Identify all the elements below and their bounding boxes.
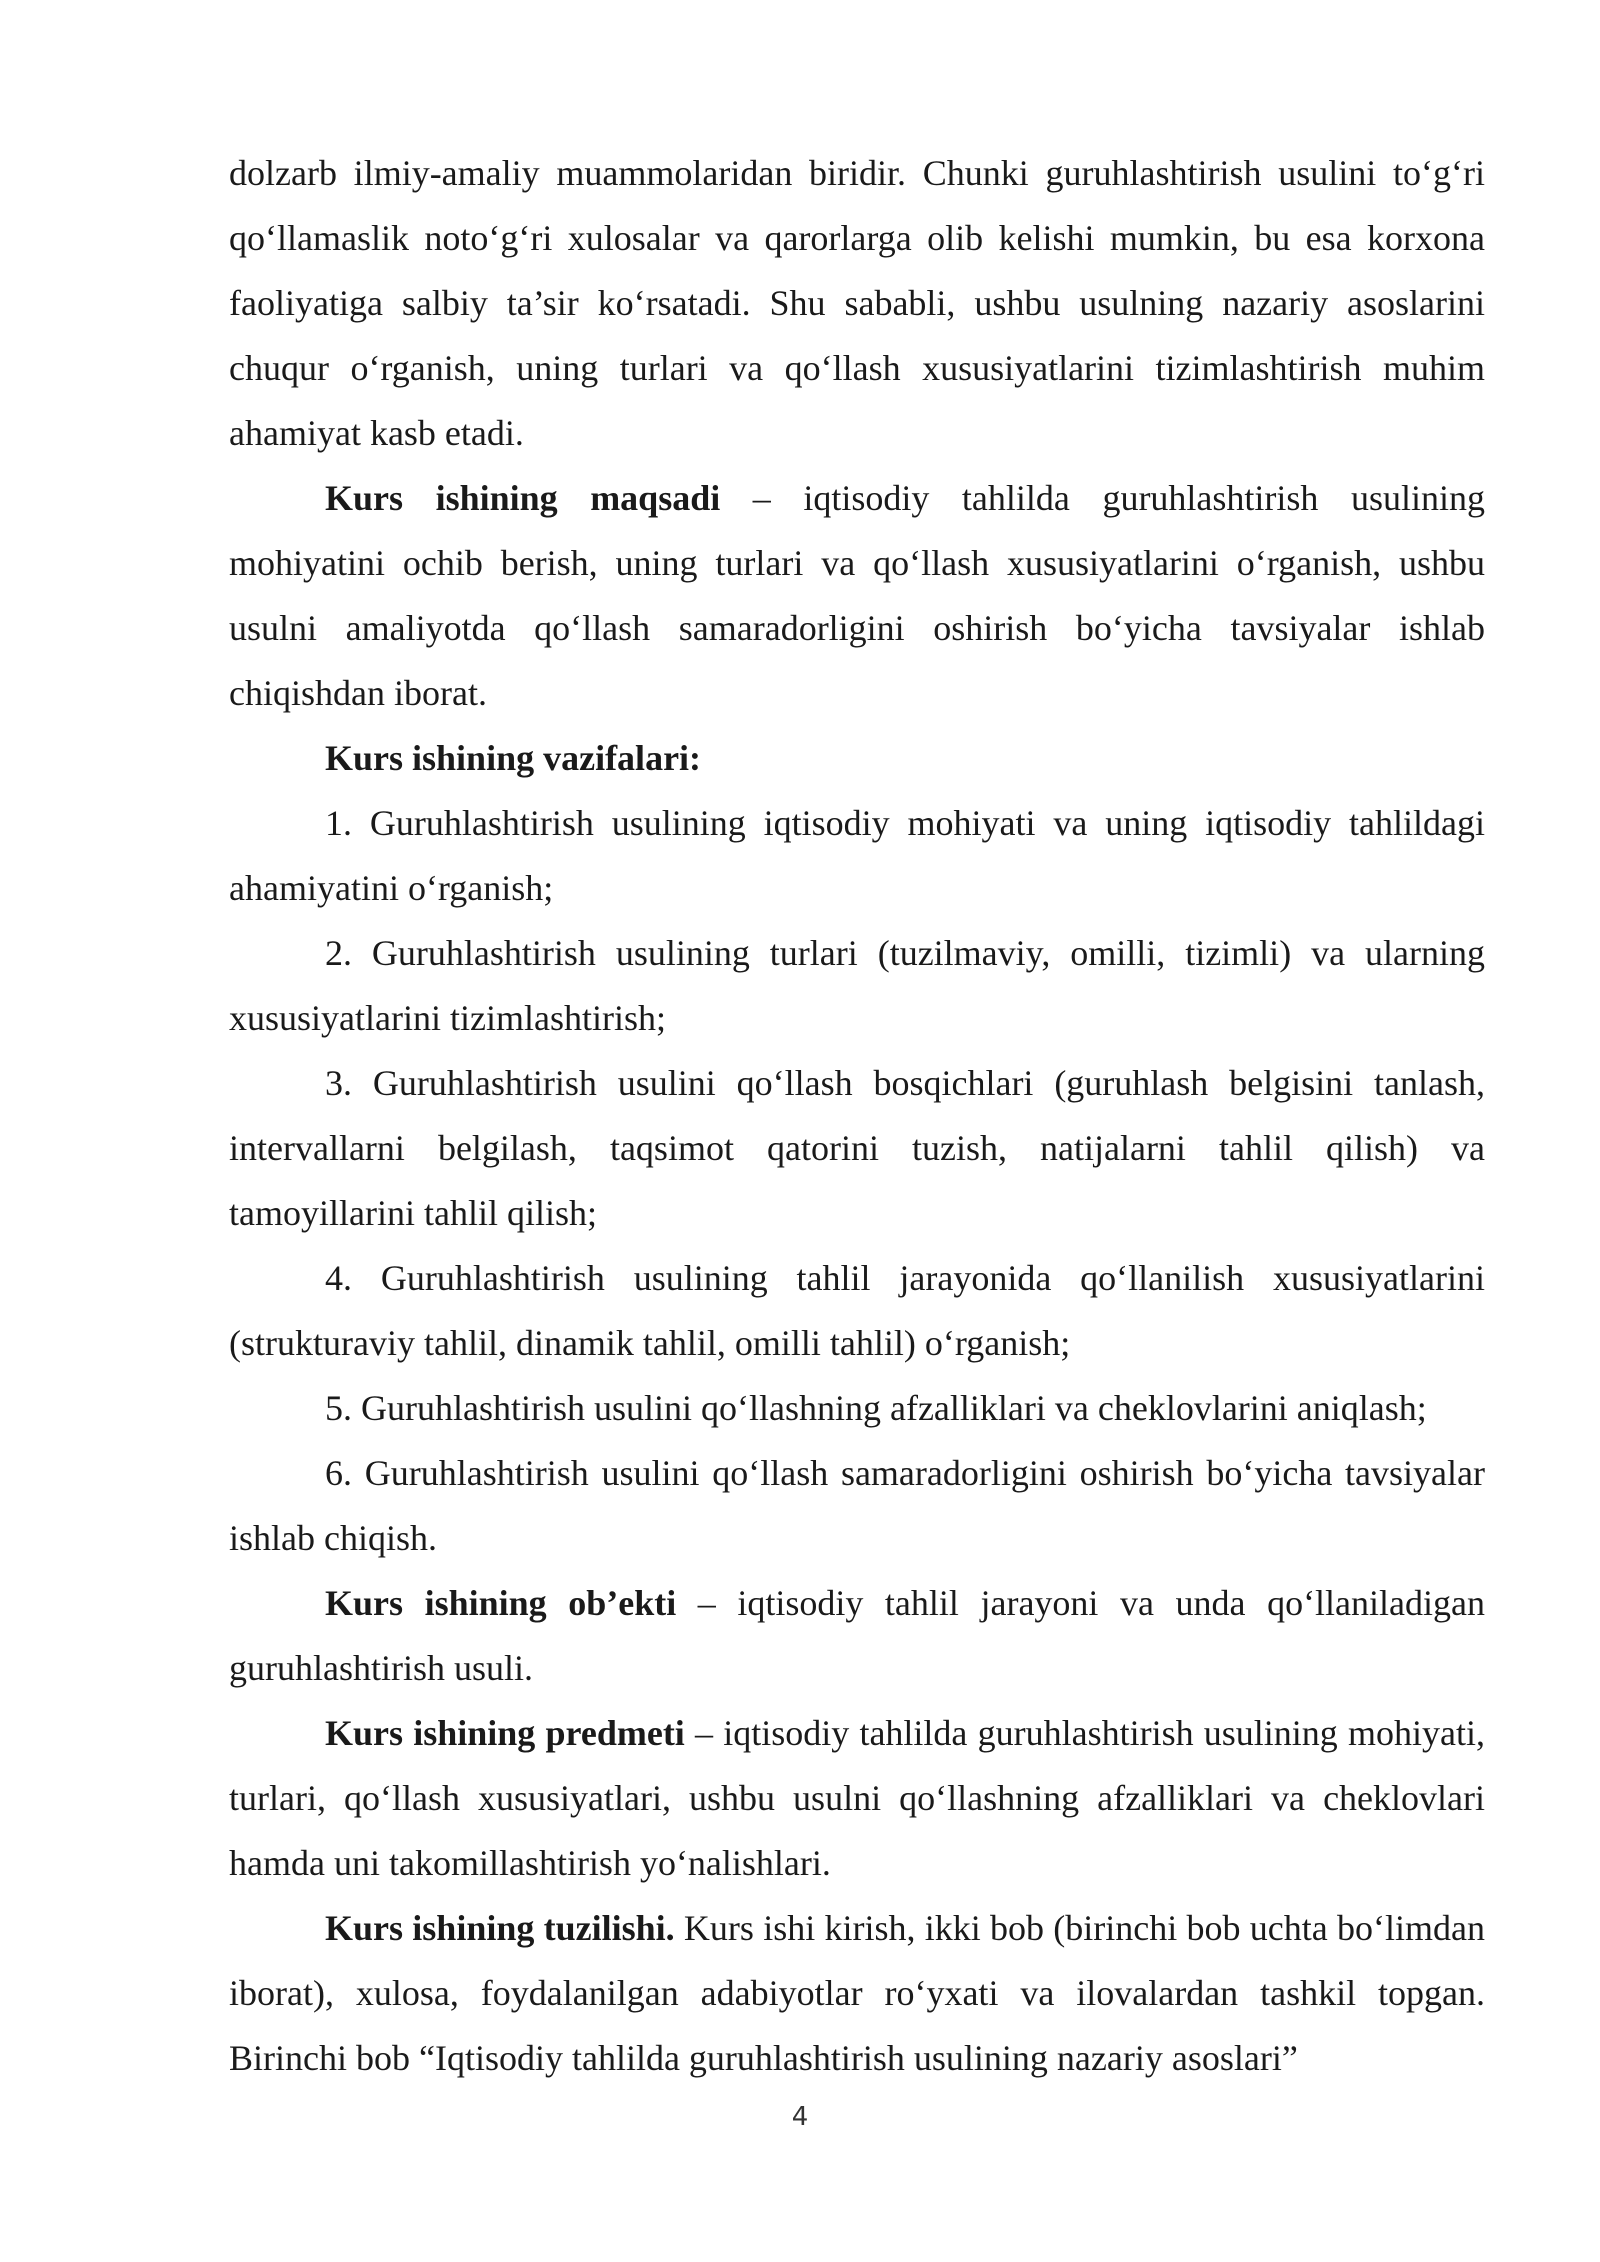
page-number: 4 (791, 2102, 809, 2132)
list-item-task-1 (229, 791, 1485, 921)
list-item-text: 3. Guruhlashtirish usulini qo‘llash bosqichlari (guruhlash belgisini tanlash, intervallarni belgilash, taqsimot qatorini tuzish, natijalarni tahlil qilish) va tamoyillarini tahlil qilish; (229, 1063, 1485, 1233)
paragraph-structure (229, 1896, 1485, 2091)
paragraph-lead: Kurs ishining tuzilishi. (325, 1908, 675, 1948)
paragraph-lead: Kurs ishining maqsadi (325, 478, 721, 518)
list-item-task-6 (229, 1441, 1485, 1571)
paragraph-lead: Kurs ishining predmeti (325, 1713, 685, 1753)
list-item-task-3 (229, 1051, 1485, 1246)
paragraph-text: – iqtisodiy tahlilda guruhlashtirish usulining mohiyati, turlari, qo‘llash xususiyatlari, ushbu usulni qo‘llashning afzalliklari va cheklovlari hamda uni takomillashtirish yo‘nalishlari. (229, 1713, 1485, 1883)
paragraph-goal (229, 466, 1485, 726)
list-item-text: 5. Guruhlashtirish usulini qo‘llashning afzalliklari va cheklovlarini aniqlash; (325, 1388, 1427, 1428)
list-item-task-2 (229, 921, 1485, 1051)
paragraph-text: – iqtisodiy tahlilda guruhlashtirish usulining mohiyatini ochib berish, uning turlari va qo‘llash xususiyatlarini o‘rganish, ushbu usulni amaliyotda qo‘llash samaradorligini oshirish bo‘yicha tavsiyalar ishlab chiqishdan iborat. (229, 478, 1485, 713)
paragraph-subject (229, 1701, 1485, 1896)
list-item-task-4 (229, 1246, 1485, 1376)
paragraph-text: dolzarb ilmiy-amaliy muammolaridan biridir. Chunki guruhlashtirish usulini to‘g‘ri qo‘llamaslik noto‘g‘ri xulosalar va qarorlarga olib kelishi mumkin, bu esa korxona faoliyatiga salbiy ta’sir ko‘rsatadi. Shu sababli, ushbu usulning nazariy asoslarini chuqur o‘rganish, uning turlari va qo‘llash xususiyatlarini tizimlashtirish muhim ahamiyat kasb etadi. (229, 153, 1485, 453)
list-item-task-5 (229, 1376, 1485, 1441)
list-item-text: 6. Guruhlashtirish usulini qo‘llash samaradorligini oshirish bo‘yicha tavsiyalar ishlab chiqish. (229, 1453, 1485, 1558)
paragraph-text: Kurs ishi kirish, ikki bob (birinchi bob uchta bo‘limdan iborat), xulosa, foydalanilgan adabiyotlar ro‘yxati va ilovalardan tashkil topgan. Birinchi bob “Iqtisodiy tahlilda guruhlashtirish usulining nazariy asoslari” (229, 1908, 1485, 2078)
paragraph-tasks-heading (229, 726, 1485, 791)
paragraph-text: – iqtisodiy tahlil jarayoni va unda qo‘llaniladigan guruhlashtirish usuli. (229, 1583, 1485, 1688)
list-item-text: 4. Guruhlashtirish usulining tahlil jarayonida qo‘llanilish xususiyatlarini (strukturaviy tahlil, dinamik tahlil, omilli tahlil) o‘rganish; (229, 1258, 1485, 1363)
paragraph-lead: Kurs ishining ob’ekti (325, 1583, 677, 1623)
paragraph-object (229, 1571, 1485, 1701)
list-item-text: 2. Guruhlashtirish usulining turlari (tuzilmaviy, omilli, tizimli) va ularning xususiyatlarini tizimlashtirish; (229, 933, 1485, 1038)
document-body (229, 141, 1485, 2091)
section-heading: Kurs ishining vazifalari: (325, 738, 702, 778)
paragraph-intro-continuation (229, 141, 1485, 466)
list-item-text: 1. Guruhlashtirish usulining iqtisodiy mohiyati va uning iqtisodiy tahlildagi ahamiyatini o‘rganish; (229, 803, 1485, 908)
